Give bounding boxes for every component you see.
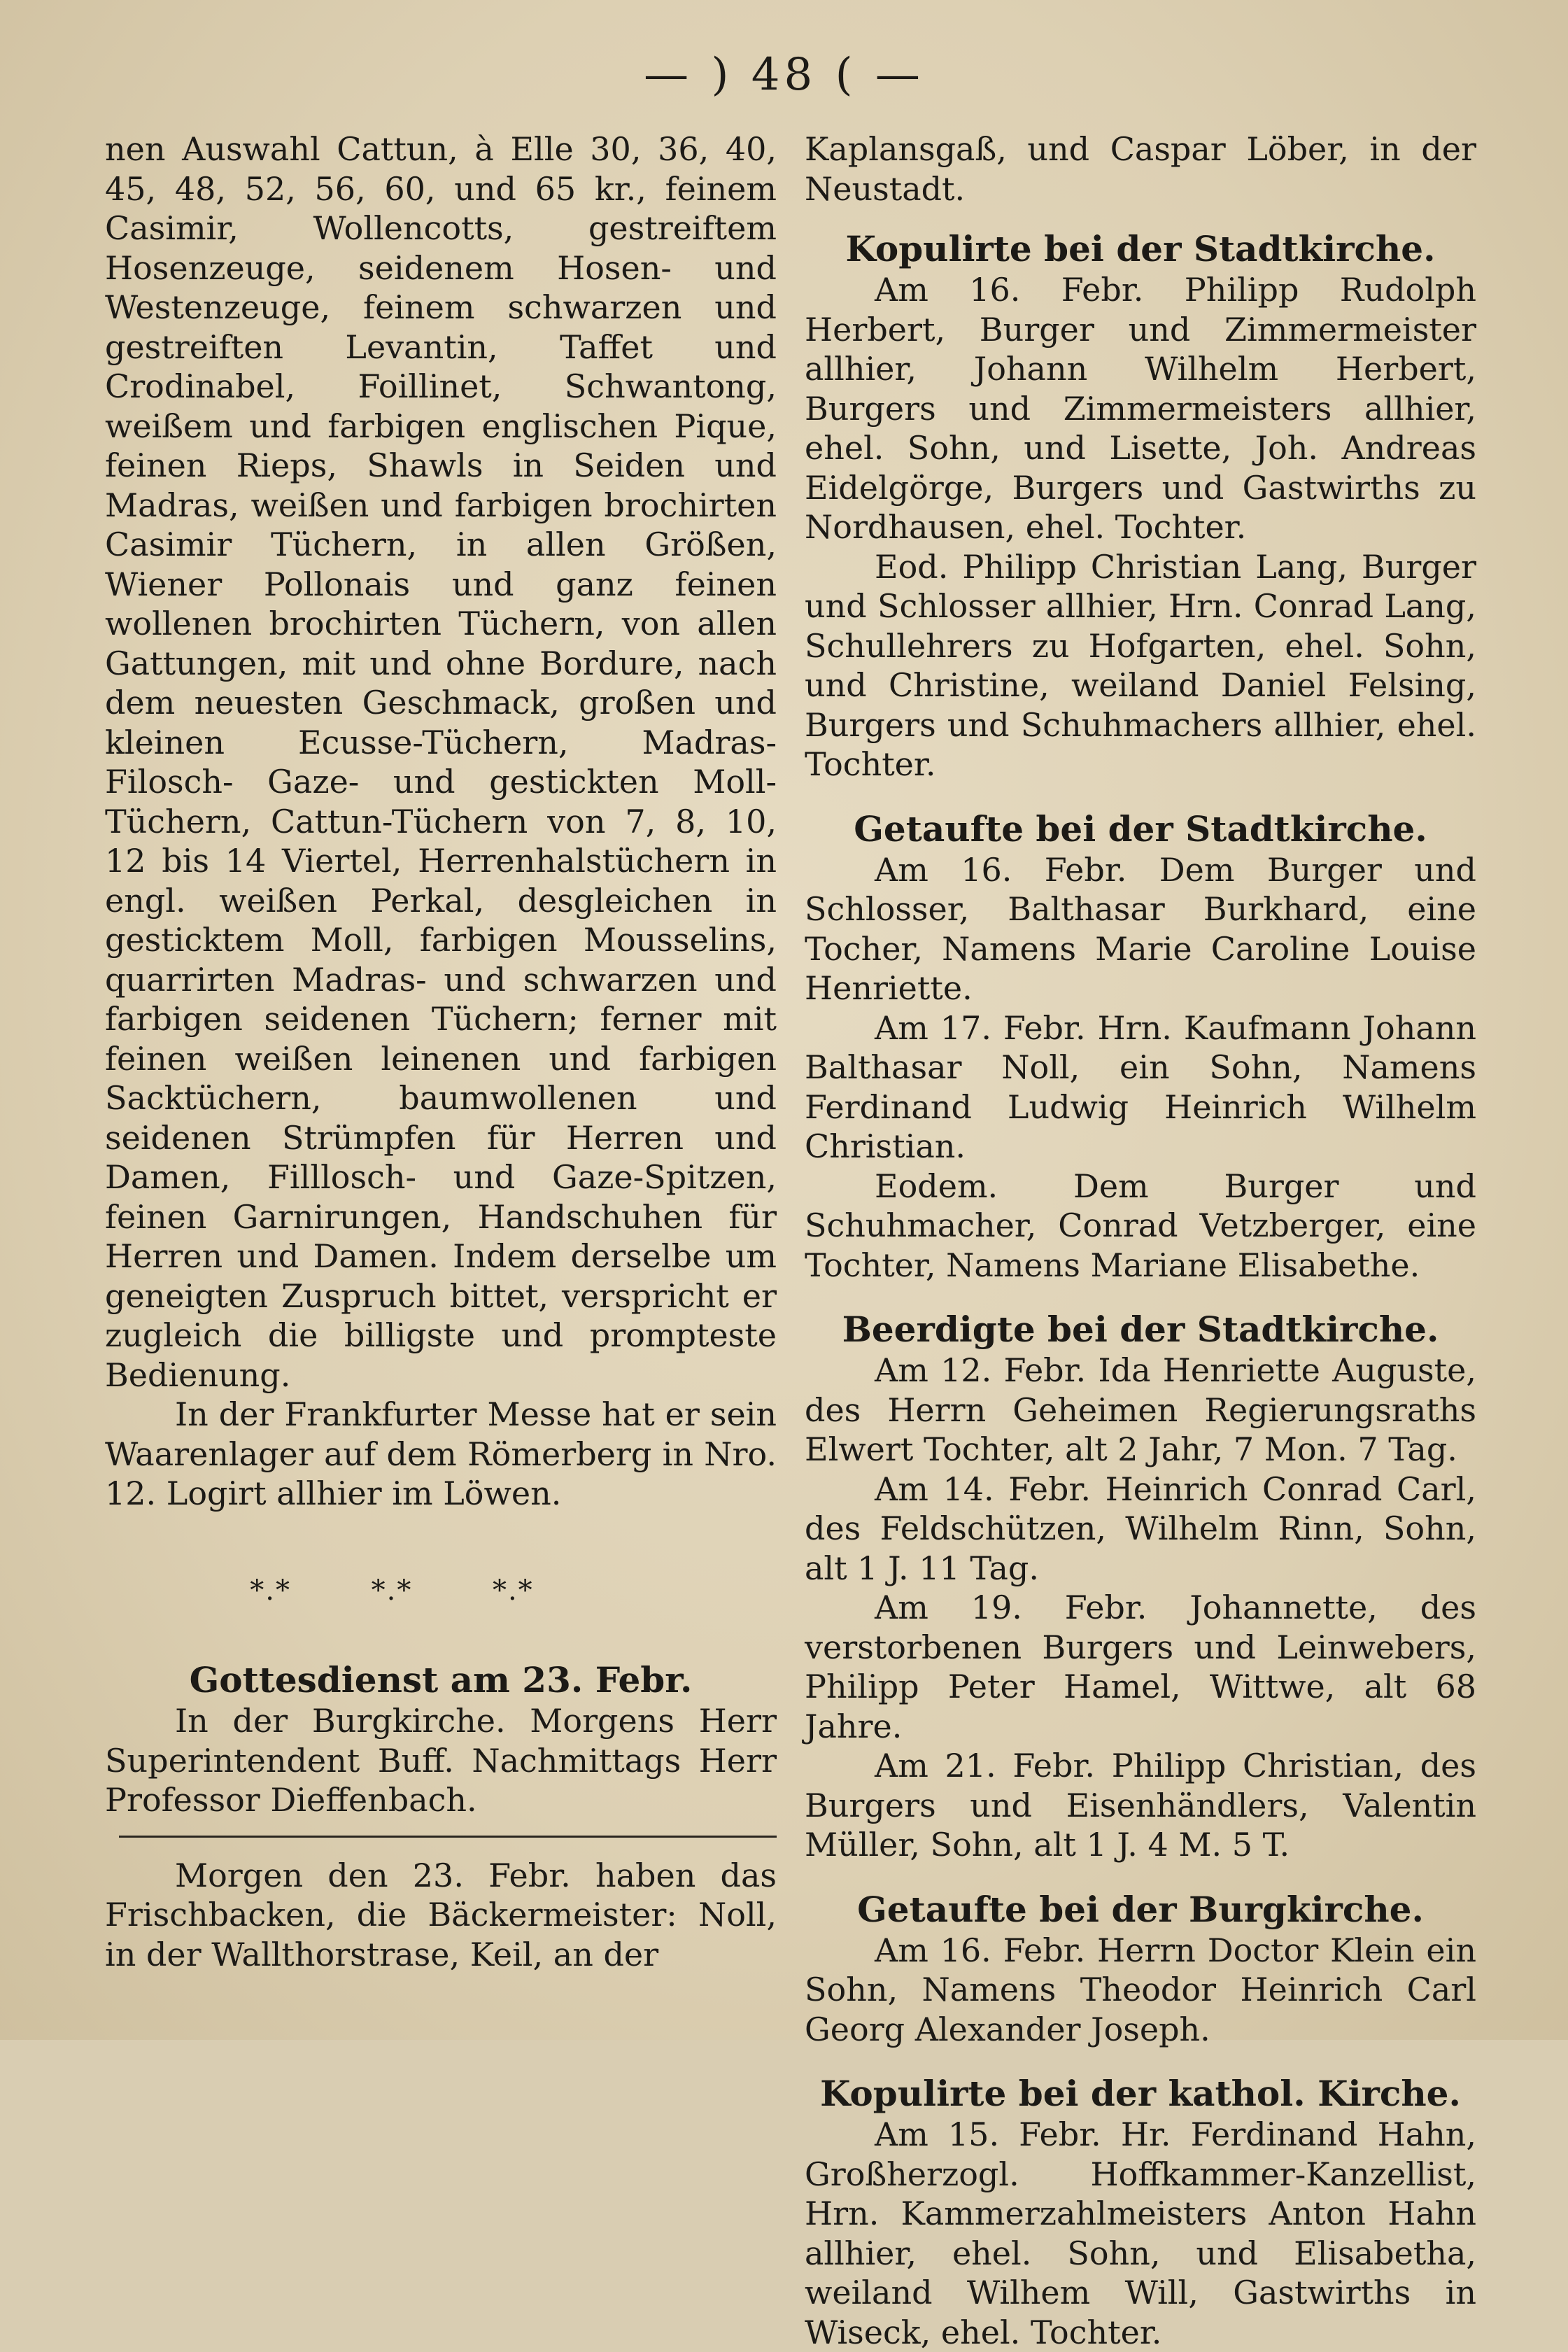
register-entry: Am 17. Febr. Hrn. Kaufmann Johann Balthasar Noll, ein Sohn, Namens Ferdinand Ludwig Heinrich Wilhelm Christian.: [805, 1008, 1476, 1165]
bakers-text: Morgen den 23. Febr. haben das Frischbacken, die Bäckermeister: Noll, in der Wallthorstrase, Keil, an der: [105, 1856, 777, 1973]
register-entry: Am 16. Febr. Herrn Doctor Klein ein Sohn, Namens Theodor Heinrich Carl Georg Alexander Joseph.: [805, 1931, 1476, 2048]
register-entry: Am 16. Febr. Dem Burger und Schlosser, Balthasar Burkhard, eine Tocher, Namens Marie Caroline Louise Henriette.: [805, 850, 1476, 1007]
advertisement-paragraph: nen Auswahl Cattun, à Elle 30, 36, 40, 45, 48, 52, 56, 60, und 65 kr., feinem Casimir, Wollencotts, gestreiftem Hosenzeuge, seidenem Hosen- und Westenzeuge, feinem schwarzen und gestreiften Levantin, Taffet und Crodinabel, Foillinet, Schwantong, weißem und farbigen englischen Pique, feinen Rieps, Shawls in Seiden und Madras, weißen und farbigen brochirten Casimir Tüchern, in allen Größen, Wiener Pollonais und ganz feinen wollenen brochirten Tüchern, von allen Gattungen, mit und ohne Bordure, nach dem neuesten Geschmack, großen und kleinen Ecusse-Tüchern, Madras- Filosch- Gaze- und gestickten Moll-Tüchern, Cattun-Tüchern von 7, 8, 10, 12 bis 14 Viertel, Herrenhalstüchern in engl. weißen Perkal, desgleichen in gesticktem Moll, farbigen Mousselins, quarrirten Madras- und schwarzen und farbigen seidenen Tüchern; ferner mit feinen weißen leinenen und farbigen Sacktüchern, baumwollenen und seidenen Strümpfen für Herren und Damen, Filllosch- und Gaze-Spitzen, feinen Garnirungen, Handschuhen für Herren und Damen. Indem derselbe um geneigten Zuspruch bittet, verspricht er zugleich die billigste und prompteste Bedienung.: [105, 130, 777, 1394]
right-column: [805, 129, 1476, 2352]
section-heading-getaufte-burgkirche: Getaufte bei der Burgkirche.: [857, 1888, 1424, 1930]
section-heading-beerdigte-stadtkirche: Beerdigte bei der Stadtkirche.: [842, 1309, 1439, 1350]
fair-paragraph: In der Frankfurter Messe hat er sein Waarenlager auf dem Römerberg in Nro. 12. Logirt allhier im Löwen.: [105, 1395, 777, 1512]
register-entry: Am 16. Febr. Philipp Rudolph Herbert, Burger und Zimmermeister allhier, Johann Wilhelm Herbert, Burgers und Zimmermeisters allhier, ehel. Sohn, und Lisette, Joh. Andreas Eidelgörge, Burgers und Gastwirths zu Nordhausen, ehel. Tochter.: [805, 271, 1476, 546]
continuation-text: Kaplansgaß, und Caspar Löber, in der Neustadt.: [805, 130, 1476, 208]
page-number-header: — ) 48 ( —: [644, 49, 924, 101]
section-heading-kopulirte-stadtkirche: Kopulirte bei der Stadtkirche.: [845, 228, 1436, 269]
register-entry: Eodem. Dem Burger und Schuhmacher, Conrad Vetzberger, eine Tochter, Namens Mariane Elisabethe.: [805, 1167, 1476, 1284]
section-heading-kopulirte-kathol-kirche: Kopulirte bei der kathol. Kirche.: [820, 2073, 1461, 2114]
register-entry: Eod. Philipp Christian Lang, Burger und Schlosser allhier, Hrn. Conrad Lang, Schullehrers zu Hofgarten, ehel. Sohn, und Christine, weiland Daniel Felsing, Burgers und Schuhmachers allhier, ehel. Tochter.: [805, 547, 1476, 783]
divider-rule: [119, 1836, 777, 1838]
register-entry: Am 12. Febr. Ida Henriette Auguste, des Herrn Geheimen Regierungsraths Elwert Tochter, alt 2 Jahr, 7 Mon. 7 Tag.: [805, 1351, 1476, 1468]
service-text: In der Burgkirche. Morgens Herr Superintendent Buff. Nachmittags Herr Professor Dieffenbach.: [105, 1702, 777, 1819]
register-entry: Am 15. Febr. Hr. Ferdinand Hahn, Großherzogl. Hoffkammer-Kanzellist, Hrn. Kammerzahlmeisters Anton Hahn allhier, ehel. Sohn, und Elisabetha, weiland Wilhem Will, Gastwirths in Wiseck, ehel. Tochter.: [805, 2115, 1476, 2351]
star-divider: [210, 1571, 574, 1611]
register-entry: Am 19. Febr. Johannette, des verstorbenen Burgers und Leinwebers, Philipp Peter Hamel, Wittwe, alt 68 Jahre.: [805, 1589, 1476, 1745]
asterism-icon: *.*: [492, 1574, 534, 1607]
register-entry: Am 14. Febr. Heinrich Conrad Carl, des Feldschützen, Wilhelm Rinn, Sohn, alt 1 J. 11 Tag.: [805, 1470, 1476, 1587]
service-heading: Gottesdienst am 23. Febr.: [189, 1659, 693, 1700]
asterism-icon: *.*: [250, 1574, 292, 1607]
asterism-icon: *.*: [371, 1574, 413, 1607]
register-entry: Am 21. Febr. Philipp Christian, des Burgers und Eisenhändlers, Valentin Müller, Sohn, alt 1 J. 4 M. 5 T.: [805, 1747, 1476, 1864]
section-heading-getaufte-stadtkirche: Getaufte bei der Stadtkirche.: [854, 808, 1427, 850]
left-column: [105, 129, 777, 1974]
